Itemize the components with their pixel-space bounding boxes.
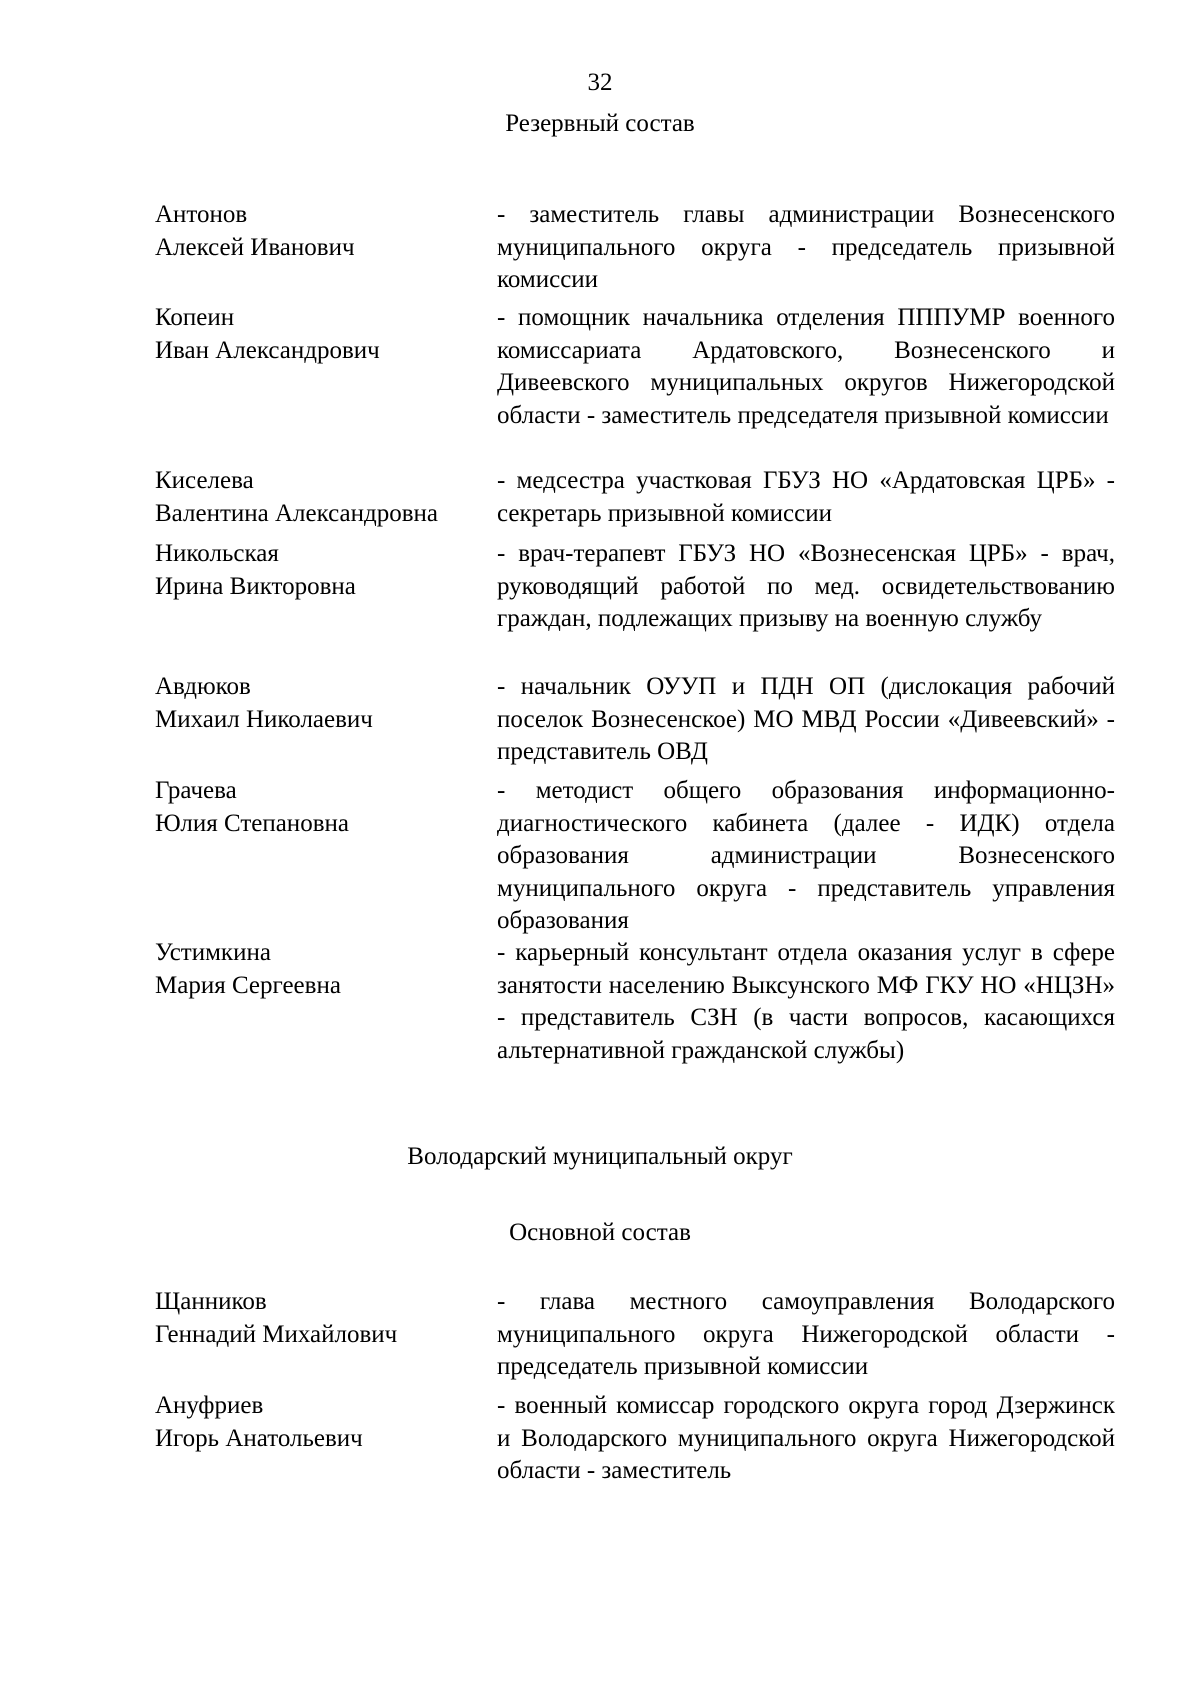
member-role: - методист общего образования информационно-диагностического кабинета (далее - ИДК) отдела образования администрации Вознесенского муниципального округа - представитель управления образования — [497, 777, 1115, 934]
section-heading-reserve: Резервный состав — [505, 110, 695, 137]
member-role: - заместитель главы администрации Вознесенского муниципального округа - председатель призывной комиссии — [497, 201, 1115, 293]
member-name — [155, 937, 497, 1067]
member-role: - карьерный консультант отдела оказания услуг в сфере занятости населению Выксунского МФ ГКУ НО «НЦЗН» - представитель СЗН (в части вопросов, касающихся альтернативной гражданской службы) — [497, 939, 1115, 1064]
member-given-name: Иван Александрович — [155, 336, 380, 364]
member-surname: Авдюков — [155, 673, 251, 700]
district-title: Володарский муниципальный округ — [407, 1143, 793, 1170]
member-name — [155, 538, 497, 636]
member-name — [155, 671, 497, 769]
member-surname: Копеин — [155, 304, 235, 331]
member-name — [155, 1390, 497, 1488]
member-entry — [155, 199, 1115, 297]
member-surname: Киселева — [155, 467, 254, 494]
member-entry — [155, 1390, 1115, 1488]
member-surname: Грачева — [155, 777, 237, 804]
member-surname: Ануфриев — [155, 1392, 264, 1419]
member-name — [155, 1286, 497, 1384]
member-entry — [155, 302, 1115, 432]
member-role: - начальник ОУУП и ПДН ОП (дислокация рабочий поселок Вознесенское) МО МВД России «Дивеевский» - представитель ОВД — [497, 673, 1115, 765]
member-given-name: Мария Сергеевна — [155, 971, 341, 999]
member-given-name: Юлия Степановна — [155, 809, 349, 837]
member-entry — [155, 775, 1115, 938]
member-given-name: Валентина Александровна — [155, 499, 438, 527]
member-given-name: Михаил Николаевич — [155, 705, 373, 733]
member-name — [155, 465, 497, 530]
member-name — [155, 302, 497, 432]
member-role: - медсестра участковая ГБУЗ НО «Ардатовская ЦРБ» - секретарь призывной комиссии — [497, 467, 1115, 527]
member-role: - глава местного самоуправления Володарского муниципального округа Нижегородской области - председатель призывной комиссии — [497, 1288, 1115, 1380]
member-name — [155, 199, 497, 297]
member-surname: Антонов — [155, 201, 248, 228]
member-surname: Никольская — [155, 540, 279, 567]
member-entry — [155, 937, 1115, 1067]
member-entry — [155, 1286, 1115, 1384]
page-number: 32 — [587, 69, 613, 96]
member-name — [155, 775, 497, 938]
member-given-name: Геннадий Михайлович — [155, 1320, 398, 1348]
member-given-name: Алексей Иванович — [155, 233, 355, 261]
member-entry — [155, 465, 1115, 530]
section-heading-main: Основной состав — [509, 1219, 691, 1246]
member-role: - врач-терапевт ГБУЗ НО «Вознесенская ЦРБ» - врач, руководящий работой по мед. освидетельствованию граждан, подлежащих призыву на военную службу — [497, 540, 1115, 632]
member-surname: Устимкина — [155, 939, 271, 966]
member-role: - помощник начальника отделения ПППУМР военного комиссариата Ардатовского, Вознесенского и Дивеевского муниципальных округов Нижегородской области - заместитель председателя призывной комиссии — [497, 304, 1115, 429]
member-given-name: Ирина Викторовна — [155, 572, 356, 600]
member-surname: Щанников — [155, 1288, 267, 1315]
member-entry — [155, 671, 1115, 769]
member-given-name: Игорь Анатольевич — [155, 1424, 363, 1452]
member-role: - военный комиссар городского округа город Дзержинск и Володарского муниципального округа Нижегородской области - заместитель — [497, 1392, 1115, 1484]
member-entry — [155, 538, 1115, 636]
